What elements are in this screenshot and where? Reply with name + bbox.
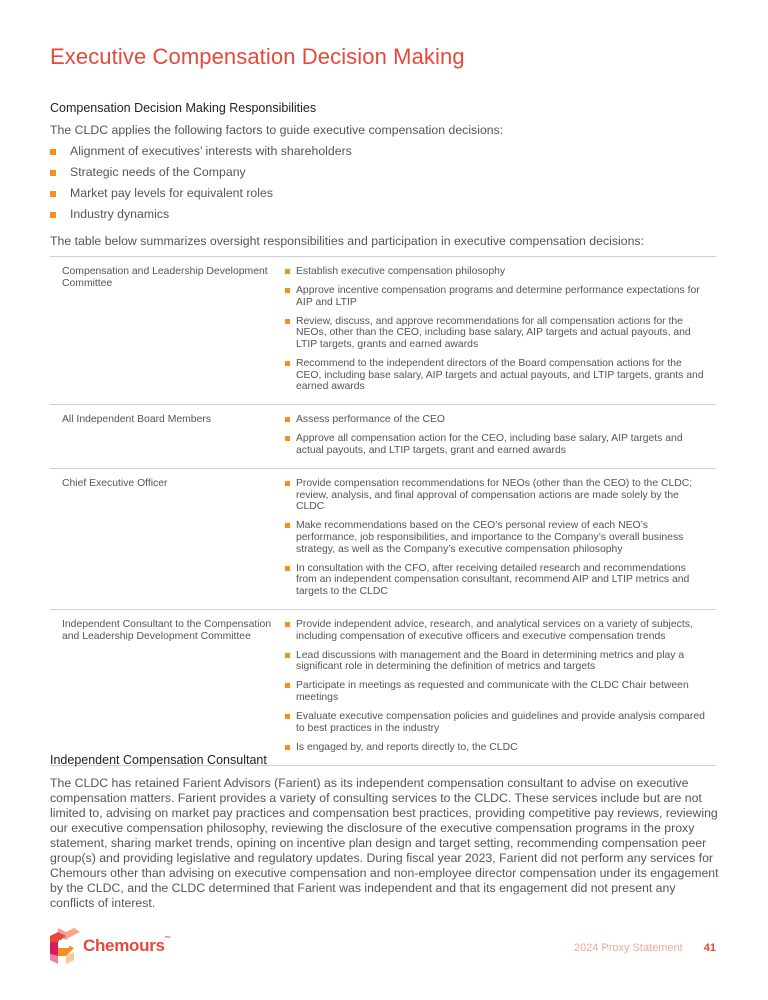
bullet-icon xyxy=(285,288,290,293)
responsibility-text: Provide independent advice, research, and analytical services on a variety of subjects, including compensation of executive officers and executive compensation trends xyxy=(296,618,693,642)
bullet-icon xyxy=(285,745,290,750)
page-number: 41 xyxy=(703,942,716,954)
responsibility-text: Establish executive compensation philosophy xyxy=(296,266,506,277)
factor-item xyxy=(50,165,352,186)
responsibility-text: Review, discuss, and approve recommendations for all compensation actions for the NEOs, other than the CEO, including base salary, AIP targets and actual payouts, and LTIP targets, grants and earned awards xyxy=(296,315,691,350)
responsibilities-cell xyxy=(285,405,716,469)
responsibility-item xyxy=(285,316,706,351)
responsibility-item xyxy=(285,285,706,308)
responsibility-item xyxy=(285,742,706,754)
bullet-icon xyxy=(285,683,290,688)
bullet-icon xyxy=(50,149,56,155)
role-cell: Compensation and Leadership Development Committee xyxy=(50,257,285,405)
bullet-icon xyxy=(50,191,56,197)
responsibility-item xyxy=(285,650,706,673)
bullet-icon xyxy=(285,417,290,422)
responsibility-text: Is engaged by, and reports directly to, the CLDC xyxy=(296,741,518,753)
responsibility-item xyxy=(285,433,706,456)
responsibility-text: Assess performance of the CEO xyxy=(296,414,445,426)
factor-item xyxy=(50,144,352,165)
factor-text: Alignment of executives’ interests with shareholders xyxy=(70,144,352,158)
bullet-icon xyxy=(285,481,290,486)
responsibility-item xyxy=(285,520,706,555)
table-row xyxy=(50,257,716,405)
responsibility-item xyxy=(285,563,706,598)
bullet-icon xyxy=(285,523,290,528)
factor-item xyxy=(50,186,352,207)
bullet-icon xyxy=(285,319,290,324)
responsibility-item xyxy=(285,711,706,734)
responsibilities-cell xyxy=(285,609,716,765)
bullet-icon xyxy=(285,622,290,627)
responsibility-item xyxy=(285,266,706,278)
bullet-icon xyxy=(285,566,290,571)
document-name: 2024 Proxy Statement xyxy=(573,942,683,954)
factor-text: Industry dynamics xyxy=(70,207,170,221)
factor-text: Market pay levels for equivalent roles xyxy=(70,186,273,200)
responsibility-text: Approve incentive compensation programs and determine performance expectations for AIP and LTIP xyxy=(296,285,700,308)
factor-list xyxy=(50,144,352,228)
responsibility-item xyxy=(285,478,706,513)
responsibility-item xyxy=(285,358,706,393)
role-cell: Independent Consultant to the Compensation and Leadership Development Committee xyxy=(50,609,285,765)
responsibility-text: Provide compensation recommendations for NEOs (other than the CEO) to the CLDC; review, analysis, and final approval of compensation actions are made solely by the CLDC xyxy=(296,478,693,513)
responsibility-text: Participate in meetings as requested and communicate with the CLDC Chair between meetings xyxy=(296,680,689,703)
section-heading: Compensation Decision Making Responsibilities xyxy=(50,101,317,115)
trademark: ™ xyxy=(164,936,171,942)
responsibility-item xyxy=(285,680,706,703)
responsibility-text: Evaluate executive compensation policies and guidelines and provide analysis compared to best practices in the industry xyxy=(296,711,705,734)
bullet-icon xyxy=(50,170,56,176)
responsibility-text: Recommend to the independent directors of the Board compensation actions for the CEO, including base salary, AIP targets and actual payouts, and LTIP targets, grants and earned awards xyxy=(296,358,704,393)
page-title: Executive Compensation Decision Making xyxy=(50,44,465,69)
responsibility-text: In consultation with the CFO, after receiving detailed research and recommendations from an independent compensation consultant, recommend AIP and LTIP metrics and targets to the CLDC xyxy=(296,562,690,597)
role-cell: Chief Executive Officer xyxy=(50,469,285,610)
bullet-icon xyxy=(285,653,290,658)
factor-item xyxy=(50,207,352,228)
responsibility-text: Lead discussions with management and the Board in determining metrics and play a significant role in determining the definition of metrics and targets xyxy=(296,649,685,673)
bullet-icon xyxy=(50,212,56,218)
chemours-logo xyxy=(50,928,170,964)
responsibilities-cell xyxy=(285,257,716,405)
role-cell: All Independent Board Members xyxy=(50,405,285,469)
responsibility-item xyxy=(285,414,706,426)
responsibility-item xyxy=(285,619,706,642)
table-row xyxy=(50,405,716,469)
responsibilities-cell xyxy=(285,469,716,610)
bullet-icon xyxy=(285,714,290,719)
bullet-icon xyxy=(285,436,290,441)
intro-text: The CLDC applies the following factors to guide executive compensation decisions: xyxy=(50,123,504,137)
responsibilities-table xyxy=(50,256,716,766)
chemours-logo-icon xyxy=(50,928,80,964)
table-row xyxy=(50,469,716,610)
responsibility-text: Make recommendations based on the CEO’s personal review of each NEO’s performance, job responsibilities, and importance to the Company’s overall business strategy, as well as the Company’s executive compensation philosophy xyxy=(296,520,684,555)
section-heading: Independent Compensation Consultant xyxy=(50,753,267,767)
table-intro: The table below summarizes oversight responsibilities and participation in executive compensation decisions: xyxy=(50,234,644,248)
bullet-icon xyxy=(285,361,290,366)
bullet-icon xyxy=(285,269,290,274)
factor-text: Strategic needs of the Company xyxy=(70,165,246,179)
responsibility-text: Approve all compensation action for the CEO, including base salary, AIP targets and actual payouts, and LTIP targets, grant and earned awards xyxy=(296,433,683,457)
consultant-paragraph: The CLDC has retained Farient Advisors (Farient) as its independent compensation consultant to advise on executive compensation matters. Farient provides a variety of consulting services to the CLDC. These services include but are not limited to, advising on market pay practices and compensation best practices, providing competitive pay reviews, reviewing our executive compensation philosophy, reviewing the disclosure of the executive compensation programs in the proxy statement, sharing market trends, opining on incentive plan design and target setting, recommending compensation peer group(s) and providing legislative and regulatory updates. During fiscal year 2023, Farient did not perform any services for Chemours other than advising on executive compensation and non-employee director compensation under its engagement by the CLDC, and the CLDC determined that Farient was independent and that its engagement did not present any conflicts of interest. xyxy=(50,776,719,910)
logo-text: Chemours xyxy=(83,936,165,955)
table-row xyxy=(50,609,716,765)
